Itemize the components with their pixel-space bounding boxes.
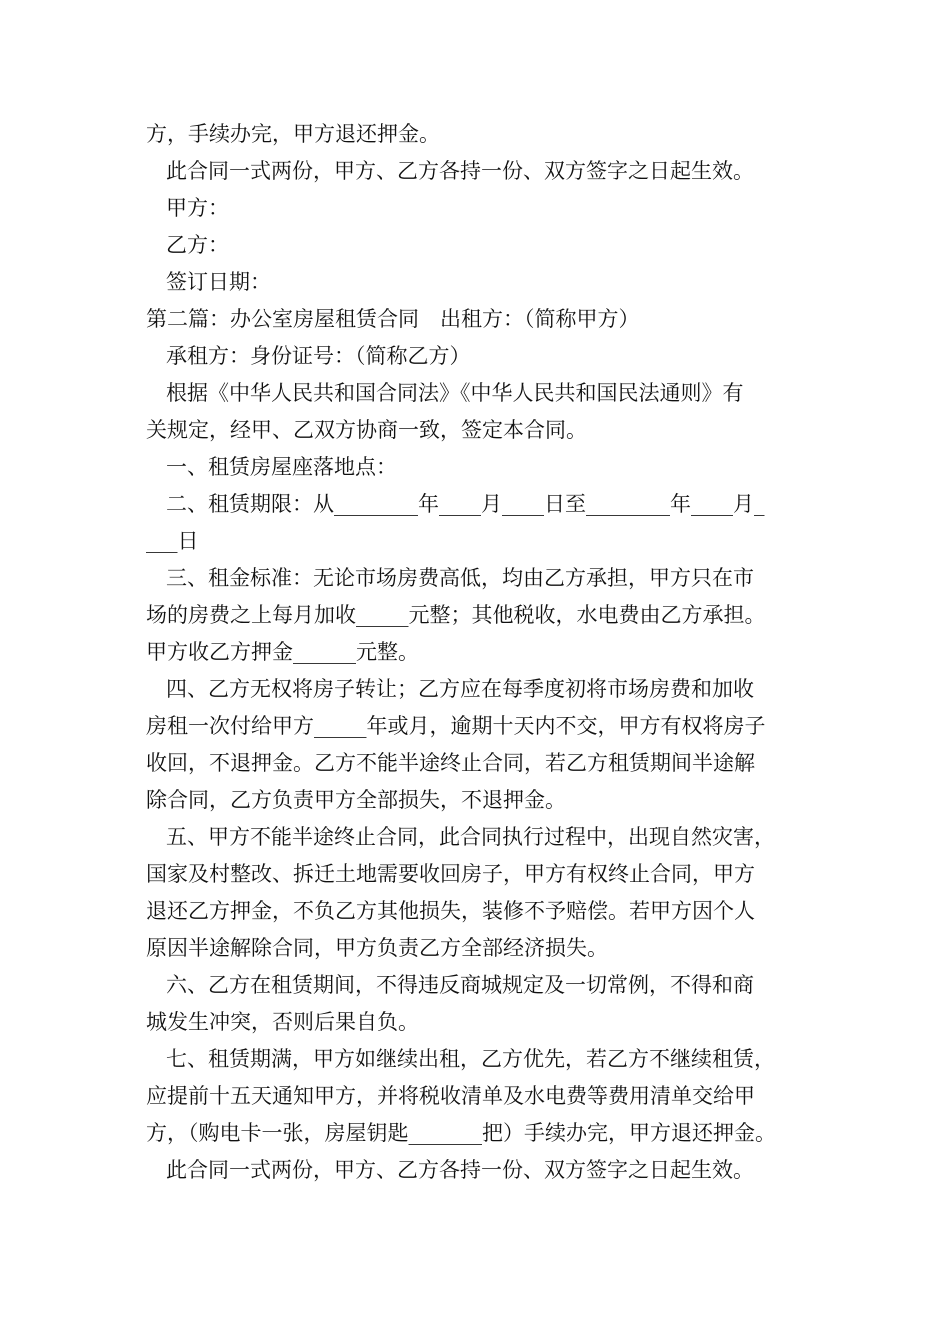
text-line: 乙方： [166,233,229,257]
text-line: 国家及村整改、拆迁土地需要收回房子，甲方有权终止合同，甲方 [146,862,755,886]
text-line: 根据《中华人民共和国合同法》《中华人民共和国民法通则》有 [166,381,744,405]
text-line: 应提前十五天通知甲方，并将税收清单及水电费等费用清单交给甲 [146,1084,755,1108]
text-line: 退还乙方押金，不负乙方其他损失，装修不予赔偿。若甲方因个人 [146,899,755,923]
document-body [146,116,810,1189]
text-line: 房租一次付给甲方_____年或月，逾期十天内不交，甲方有权将房子 [146,714,766,738]
text-line: 除合同，乙方负责甲方全部损失，不退押金。 [146,788,566,812]
text-line: 六、乙方在租赁期间，不得违反商城规定及一切常例，不得和商 [166,973,754,997]
text-line: 场的房费之上每月加收_____元整；其他税收，水电费由乙方承担。 [146,603,766,627]
text-line: 承租方：身份证号：（简称乙方） [166,344,471,368]
text-line: 关规定，经甲、乙双方协商一致，签定本合同。 [146,418,587,442]
text-line: 方，（购电卡一张，房屋钥匙_______把）手续办完，甲方退还押金。 [146,1121,776,1145]
text-line: 此合同一式两份，甲方、乙方各持一份、双方签字之日起生效。 [166,1158,754,1182]
text-line: 甲方收乙方押金______元整。 [146,640,419,664]
text-line: 一、租赁房屋座落地点： [166,455,397,479]
text-line: 七、租赁期满，甲方如继续出租，乙方优先，若乙方不继续租赁， [166,1047,775,1071]
text-line: 二、租赁期限：从________年____月____日至________年____月_ [166,492,765,516]
text-line: 甲方： [166,196,229,220]
text-line: 三、租金标准：无论市场房费高低，均由乙方承担，甲方只在市 [166,566,754,590]
text-line: 此合同一式两份，甲方、乙方各持一份、双方签字之日起生效。 [166,159,754,183]
text-line: 签订日期： [166,270,271,294]
text-line: 方，手续办完，甲方退还押金。 [146,122,440,146]
text-line: 四、乙方无权将房子转让；乙方应在每季度初将市场房费和加收 [166,677,754,701]
text-line: 第二篇：办公室房屋租赁合同 出租方：（简称甲方） [146,307,640,331]
text-line: ___日 [146,529,199,553]
text-line: 原因半途解除合同，甲方负责乙方全部经济损失。 [146,936,608,960]
text-line: 五、甲方不能半途终止合同，此合同执行过程中，出现自然灾害， [166,825,775,849]
text-line: 收回，不退押金。乙方不能半途终止合同，若乙方租赁期间半途解 [146,751,755,775]
text-line: 城发生冲突，否则后果自负。 [146,1010,419,1034]
